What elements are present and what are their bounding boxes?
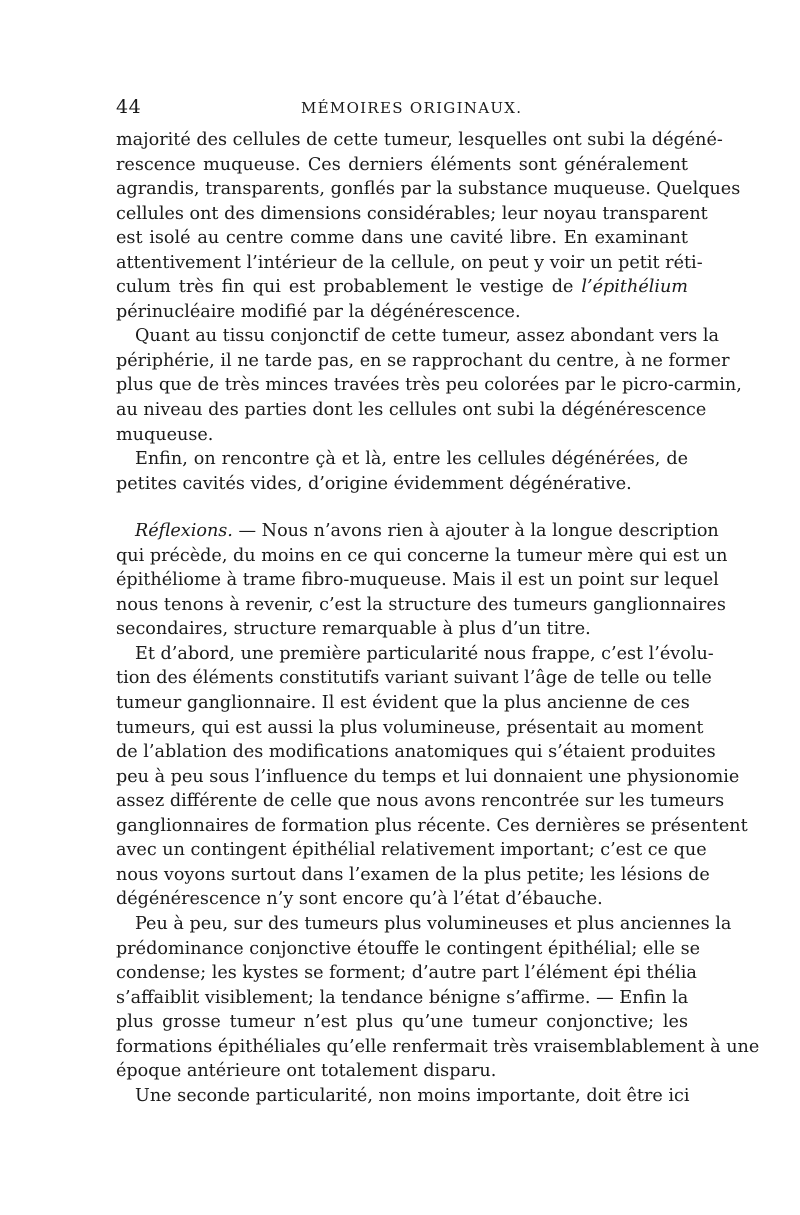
text-line: nous tenons à revenir, c’est la structure des tumeurs ganglionnaires [116,594,726,615]
text-line: cellules ont des dimensions considérables; leur noyau transparent [116,203,708,224]
section-heading: Réflexions. [135,521,233,542]
text-line: s’affaiblit visiblement; la tendance bénigne s’affirme. — Enfin la [116,987,689,1008]
text-line-with-heading [116,519,719,544]
running-head: MÉMOIRES ORIGINAUX. [301,99,523,117]
text-line: attentivement l’intérieur de la cellule, on peut y voir un petit réti- [116,252,703,273]
body-text [116,128,760,1108]
page-header [116,96,688,122]
text-line: de l’ablation des modifications anatomiques qui s’étaient produites [116,742,716,763]
paragraph-3 [116,447,688,496]
text-line: nous voyons surtout dans l’examen de la plus petite; les lésions de [116,864,710,885]
text-line-with-italic [116,275,688,300]
paragraph-6 [116,912,760,1084]
text-line: petites cavités vides, d’origine évidemment dégénérative. [116,473,632,494]
italic-term: l’épithélium [581,277,688,298]
text-line: épithéliome à trame fibro-muqueuse. Mais il est un point sur lequel [116,570,719,591]
text-line: peu à peu sous l’influence du temps et lui donnaient une physionomie [116,766,740,787]
paragraph-reflexions [116,519,728,642]
text-line: Une seconde particularité, non moins importante, doit être ici [135,1085,690,1106]
text-line: plus que de très minces travées très peu colorées par le picro-carmin, [116,375,742,396]
page-number: 44 [116,96,142,118]
text-line: prédominance conjonctive étouffe le contingent épithélial; elle se [116,938,701,959]
text-line: majorité des cellules de cette tumeur, lesquelles ont subi la dégéné- [116,130,723,150]
text-line: avec un contingent épithélial relativement important; c’est ce que [116,840,707,861]
text-line: périphérie, il ne tarde pas, en se rapprochant du centre, à ne former [116,350,730,371]
text-line: est isolé au centre comme dans une cavité libre. En examinant [116,228,688,249]
paragraph-2 [116,324,742,447]
text-line: qui précède, du moins en ce qui concerne la tumeur mère qui est un [116,545,728,566]
text-line: tion des éléments constitutifs variant suivant l’âge de telle ou telle [116,668,712,689]
paragraph-1 [116,128,741,324]
text-line: Quant au tissu conjonctif de cette tumeur, assez abondant vers la [135,326,720,347]
paragraph-5 [116,642,748,912]
text-line: ganglionnaires de formation plus récente. Ces dernières se présentent [116,815,748,836]
text-line: formations épithéliales qu’elle renfermait très vraisemblablement à une [116,1036,760,1057]
text-line: assez différente de celle que nous avons rencontrée sur les tumeurs [116,791,725,812]
text-line: Peu à peu, sur des tumeurs plus volumineuses et plus anciennes la [135,913,732,934]
text-line: tumeur ganglionnaire. Il est évident que la plus ancienne de ces [116,693,690,714]
text-line: rescence muqueuse. Ces derniers éléments sont généralement [116,154,688,175]
text-line: tumeurs, qui est aussi la plus volumineuse, présentait au moment [116,717,704,738]
section-gap [116,496,688,519]
text-line: muqueuse. [116,424,214,445]
text-line: plus grosse tumeur n’est plus qu’une tumeur conjonctive; les [116,1012,688,1033]
text-line: secondaires, structure remarquable à plus d’un titre. [116,619,591,640]
paragraph-7 [116,1084,688,1109]
text-line: Enfin, on rencontre çà et là, entre les cellules dégénérées, de [135,449,688,470]
text-line: Et d’abord, une première particularité nous frappe, c’est l’évolu- [135,643,714,664]
text-line: époque antérieure ont totalement disparu. [116,1061,497,1082]
text-line: périnucléaire modifié par la dégénérescence. [116,301,521,322]
text-line: condense; les kystes se forment; d’autre part l’élément épi thélia [116,963,697,984]
text-line: agrandis, transparents, gonflés par la substance muqueuse. Quelques [116,179,741,200]
text-fragment: culum très fin qui est probablement le vestige de [116,277,574,298]
text-fragment: — Nous n’avons rien à ajouter à la longue description [238,521,719,542]
text-line: au niveau des parties dont les cellules ont subi la dégénérescence [116,400,707,421]
text-line: dégénérescence n’y sont encore qu’à l’état d’ébauche. [116,889,603,910]
